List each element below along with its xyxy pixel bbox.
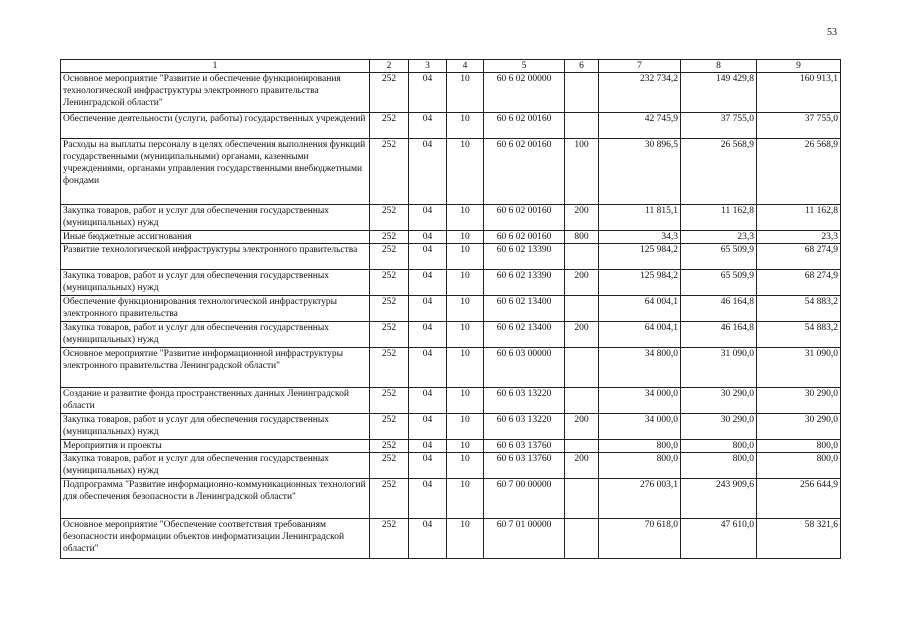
name-cell: Подпрограмма "Развитие информационно-коммуникационных технологий для обеспечения безопасности в Ленинградской области" — [61, 479, 370, 519]
amount-col9-cell: 23,3 — [757, 231, 841, 244]
budget-table — [60, 59, 841, 559]
expense-type-cell: 200 — [565, 205, 599, 231]
target-code-cell: 60 6 03 13220 — [484, 388, 565, 414]
amount-col8-cell: 47 610,0 — [681, 519, 757, 559]
amount-col7-cell: 125 984,2 — [599, 244, 681, 270]
amount-col8-cell: 23,3 — [681, 231, 757, 244]
subsection-cell: 10 — [447, 414, 484, 440]
header-cell: 2 — [370, 60, 409, 73]
name-cell: Закупка товаров, работ и услуг для обеспечения государственных (муниципальных) нужд — [61, 414, 370, 440]
subsection-cell: 10 — [447, 139, 484, 205]
expense-type-cell — [565, 73, 599, 113]
amount-col7-cell: 11 815,1 — [599, 205, 681, 231]
table-row — [61, 296, 841, 322]
amount-col9-cell: 54 883,2 — [757, 322, 841, 348]
header-cell: 9 — [757, 60, 841, 73]
amount-col7-cell: 276 003,1 — [599, 479, 681, 519]
name-cell: Закупка товаров, работ и услуг для обеспечения государственных (муниципальных) нужд — [61, 453, 370, 479]
amount-col8-cell: 46 164,8 — [681, 296, 757, 322]
expense-type-cell — [565, 244, 599, 270]
section-cell: 04 — [409, 322, 447, 348]
amount-col8-cell: 30 290,0 — [681, 414, 757, 440]
subsection-cell: 10 — [447, 231, 484, 244]
name-cell: Основное мероприятие "Развитие информационной инфраструктуры электронного правительства Ленинградской области" — [61, 348, 370, 388]
expense-type-cell — [565, 296, 599, 322]
admin-code-cell: 252 — [370, 322, 409, 348]
admin-code-cell: 252 — [370, 139, 409, 205]
page-number: 53 — [827, 27, 837, 38]
amount-col8-cell: 800,0 — [681, 453, 757, 479]
target-code-cell: 60 6 02 13400 — [484, 322, 565, 348]
target-code-cell: 60 6 02 00160 — [484, 113, 565, 139]
amount-col8-cell: 65 509,9 — [681, 270, 757, 296]
amount-col9-cell: 58 321,6 — [757, 519, 841, 559]
admin-code-cell: 252 — [370, 388, 409, 414]
amount-col9-cell: 800,0 — [757, 440, 841, 453]
amount-col7-cell: 64 004,1 — [599, 296, 681, 322]
amount-col8-cell: 65 509,9 — [681, 244, 757, 270]
section-cell: 04 — [409, 244, 447, 270]
table-row — [61, 414, 841, 440]
amount-col8-cell: 243 909,6 — [681, 479, 757, 519]
amount-col8-cell: 800,0 — [681, 440, 757, 453]
amount-col9-cell: 30 290,0 — [757, 388, 841, 414]
amount-col9-cell: 256 644,9 — [757, 479, 841, 519]
name-cell: Расходы на выплаты персоналу в целях обеспечения выполнения функций государственными (муниципальными) органами, казенными учреждениями, органами управления государственными внебюджетными фондами — [61, 139, 370, 205]
amount-col8-cell: 37 755,0 — [681, 113, 757, 139]
name-cell: Основное мероприятие "Обеспечение соответствия требованиям безопасности информации объектов информатизации Ленинградской области" — [61, 519, 370, 559]
subsection-cell: 10 — [447, 296, 484, 322]
expense-type-cell: 200 — [565, 453, 599, 479]
amount-col7-cell: 34,3 — [599, 231, 681, 244]
section-cell: 04 — [409, 270, 447, 296]
amount-col9-cell: 68 274,9 — [757, 244, 841, 270]
name-cell: Иные бюджетные ассигнования — [61, 231, 370, 244]
admin-code-cell: 252 — [370, 231, 409, 244]
target-code-cell: 60 6 02 00160 — [484, 231, 565, 244]
target-code-cell: 60 6 02 00160 — [484, 139, 565, 205]
subsection-cell: 10 — [447, 73, 484, 113]
section-cell: 04 — [409, 348, 447, 388]
admin-code-cell: 252 — [370, 244, 409, 270]
name-cell: Создание и развитие фонда пространственных данных Ленинградской области — [61, 388, 370, 414]
admin-code-cell: 252 — [370, 348, 409, 388]
target-code-cell: 60 6 02 13390 — [484, 244, 565, 270]
subsection-cell: 10 — [447, 270, 484, 296]
table-row — [61, 205, 841, 231]
amount-col9-cell: 160 913,1 — [757, 73, 841, 113]
amount-col9-cell: 800,0 — [757, 453, 841, 479]
admin-code-cell: 252 — [370, 296, 409, 322]
amount-col7-cell: 125 984,2 — [599, 270, 681, 296]
amount-col9-cell: 30 290,0 — [757, 414, 841, 440]
name-cell: Обеспечение деятельности (услуги, работы) государственных учреждений — [61, 113, 370, 139]
subsection-cell: 10 — [447, 113, 484, 139]
amount-col7-cell: 42 745,9 — [599, 113, 681, 139]
expense-type-cell — [565, 388, 599, 414]
table-header-row — [61, 60, 841, 73]
admin-code-cell: 252 — [370, 414, 409, 440]
table-row — [61, 73, 841, 113]
target-code-cell: 60 6 03 13760 — [484, 453, 565, 479]
target-code-cell: 60 6 02 13390 — [484, 270, 565, 296]
section-cell: 04 — [409, 519, 447, 559]
name-cell: Обеспечение функционирования технологической инфраструктуры электронного правительства — [61, 296, 370, 322]
amount-col7-cell: 70 618,0 — [599, 519, 681, 559]
target-code-cell: 60 6 03 00000 — [484, 348, 565, 388]
amount-col9-cell: 26 568,9 — [757, 139, 841, 205]
amount-col7-cell: 64 004,1 — [599, 322, 681, 348]
table-row — [61, 231, 841, 244]
header-cell: 4 — [447, 60, 484, 73]
amount-col8-cell: 149 429,8 — [681, 73, 757, 113]
amount-col8-cell: 11 162,8 — [681, 205, 757, 231]
section-cell: 04 — [409, 440, 447, 453]
table-row — [61, 113, 841, 139]
header-cell: 1 — [61, 60, 370, 73]
section-cell: 04 — [409, 113, 447, 139]
target-code-cell: 60 7 01 00000 — [484, 519, 565, 559]
amount-col8-cell: 26 568,9 — [681, 139, 757, 205]
subsection-cell: 10 — [447, 479, 484, 519]
header-cell: 3 — [409, 60, 447, 73]
admin-code-cell: 252 — [370, 73, 409, 113]
section-cell: 04 — [409, 231, 447, 244]
subsection-cell: 10 — [447, 244, 484, 270]
name-cell: Мероприятия и проекты — [61, 440, 370, 453]
amount-col7-cell: 34 000,0 — [599, 414, 681, 440]
header-cell: 5 — [484, 60, 565, 73]
expense-type-cell: 200 — [565, 322, 599, 348]
table-row — [61, 479, 841, 519]
section-cell: 04 — [409, 479, 447, 519]
amount-col9-cell: 37 755,0 — [757, 113, 841, 139]
table-row — [61, 322, 841, 348]
expense-type-cell — [565, 440, 599, 453]
target-code-cell: 60 6 03 13220 — [484, 414, 565, 440]
amount-col7-cell: 800,0 — [599, 453, 681, 479]
table-row — [61, 519, 841, 559]
section-cell: 04 — [409, 205, 447, 231]
name-cell: Развитие технологической инфраструктуры электронного правительства — [61, 244, 370, 270]
admin-code-cell: 252 — [370, 479, 409, 519]
amount-col9-cell: 11 162,8 — [757, 205, 841, 231]
table-row — [61, 388, 841, 414]
expense-type-cell: 200 — [565, 414, 599, 440]
table-row — [61, 453, 841, 479]
amount-col9-cell: 31 090,0 — [757, 348, 841, 388]
target-code-cell: 60 6 02 00000 — [484, 73, 565, 113]
subsection-cell: 10 — [447, 519, 484, 559]
amount-col7-cell: 34 000,0 — [599, 388, 681, 414]
admin-code-cell: 252 — [370, 205, 409, 231]
amount-col9-cell: 68 274,9 — [757, 270, 841, 296]
table-row — [61, 139, 841, 205]
admin-code-cell: 252 — [370, 270, 409, 296]
subsection-cell: 10 — [447, 322, 484, 348]
admin-code-cell: 252 — [370, 519, 409, 559]
amount-col7-cell: 34 800,0 — [599, 348, 681, 388]
target-code-cell: 60 6 03 13760 — [484, 440, 565, 453]
header-cell: 8 — [681, 60, 757, 73]
amount-col8-cell: 30 290,0 — [681, 388, 757, 414]
name-cell: Закупка товаров, работ и услуг для обеспечения государственных (муниципальных) нужд — [61, 322, 370, 348]
target-code-cell: 60 6 02 00160 — [484, 205, 565, 231]
header-cell: 7 — [599, 60, 681, 73]
name-cell: Закупка товаров, работ и услуг для обеспечения государственных (муниципальных) нужд — [61, 205, 370, 231]
expense-type-cell — [565, 519, 599, 559]
amount-col8-cell: 46 164,8 — [681, 322, 757, 348]
expense-type-cell — [565, 113, 599, 139]
table-row — [61, 244, 841, 270]
section-cell: 04 — [409, 453, 447, 479]
section-cell: 04 — [409, 388, 447, 414]
subsection-cell: 10 — [447, 348, 484, 388]
admin-code-cell: 252 — [370, 440, 409, 453]
name-cell: Основное мероприятие "Развитие и обеспечение функционирования технологической инфраструктуры электронного правительства Ленинградской области" — [61, 73, 370, 113]
subsection-cell: 10 — [447, 453, 484, 479]
expense-type-cell — [565, 348, 599, 388]
subsection-cell: 10 — [447, 205, 484, 231]
admin-code-cell: 252 — [370, 113, 409, 139]
subsection-cell: 10 — [447, 388, 484, 414]
section-cell: 04 — [409, 414, 447, 440]
expense-type-cell: 200 — [565, 270, 599, 296]
expense-type-cell — [565, 479, 599, 519]
table-row — [61, 348, 841, 388]
table-row — [61, 440, 841, 453]
amount-col7-cell: 232 734,2 — [599, 73, 681, 113]
admin-code-cell: 252 — [370, 453, 409, 479]
name-cell: Закупка товаров, работ и услуг для обеспечения государственных (муниципальных) нужд — [61, 270, 370, 296]
target-code-cell: 60 7 00 00000 — [484, 479, 565, 519]
amount-col7-cell: 800,0 — [599, 440, 681, 453]
amount-col8-cell: 31 090,0 — [681, 348, 757, 388]
section-cell: 04 — [409, 73, 447, 113]
section-cell: 04 — [409, 139, 447, 205]
section-cell: 04 — [409, 296, 447, 322]
amount-col9-cell: 54 883,2 — [757, 296, 841, 322]
table-row — [61, 270, 841, 296]
amount-col7-cell: 30 896,5 — [599, 139, 681, 205]
subsection-cell: 10 — [447, 440, 484, 453]
expense-type-cell: 800 — [565, 231, 599, 244]
expense-type-cell: 100 — [565, 139, 599, 205]
header-cell: 6 — [565, 60, 599, 73]
target-code-cell: 60 6 02 13400 — [484, 296, 565, 322]
